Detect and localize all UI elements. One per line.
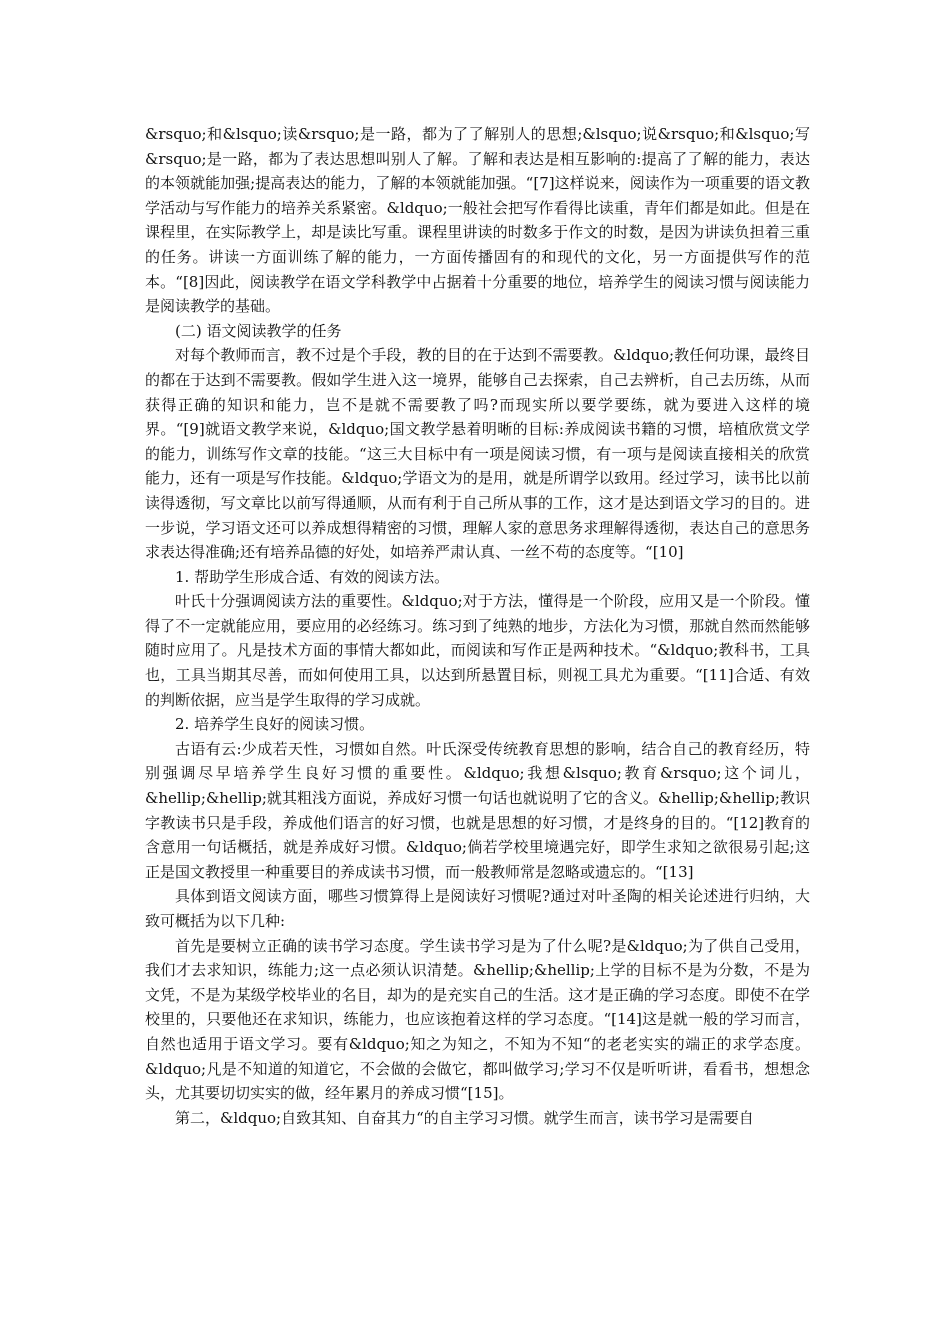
body-paragraph: &rsquo;和&lsquo;读&rsquo;是一路，都为了了解别人的思想;&lsquo;说&rsquo;和&lsquo;写&rsquo;是一路，都为了表达思想叫别人了解。了解和表达是相互影响的:提高了了解的能力，表达的本领就能加强;提高表达的能力，了解的本领就能加强。“[7]这样说来，阅读作为一项重要的语文教学活动与写作能力的培养关系紧密。&ldquo;一般社会把写作看得比读重，青年们都是如此。但是在课程里，在实际教学上，却是读比写重。课程里讲读的时数多于作文的时数，是因为讲读负担着三重的任务。讲读一方面训练了解的能力，一方面传播固有的和现代的文化，另一方面提供写作的范本。“[8]因此，阅读教学在语文学科教学中占据着十分重要的地位，培养学生的阅读习惯与阅读能力是阅读教学的基础。 xyxy=(145,125,810,316)
body-paragraph: 叶氏十分强调阅读方法的重要性。&ldquo;对于方法，懂得是一个阶段，应用又是一个阶段。懂得了不一定就能应用，要应用的必经练习。练习到了纯熟的地步，方法化为习惯，那就自然而然能够随时应用了。凡是技术方面的事情大都如此，而阅读和写作正是两种技术。“&ldquo;教科书，工具也，工具当期其尽善，而如何使用工具，以达到所悬置目标，则视工具尤为重要。“[11]合适、有效的判断依据，应当是学生取得的学习成就。 xyxy=(145,592,810,709)
body-paragraph: 古语有云:少成若天性，习惯如自然。叶氏深受传统教育思想的影响，结合自己的教育经历，特别强调尽早培养学生良好习惯的重要性。&ldquo;我想&lsquo;教育&rsquo;这个词儿，&hellip;&hellip;就其粗浅方面说，养成好习惯一句话也就说明了它的含义。&hellip;&hellip;教识字教读书只是手段，养成他们语言的好习惯，也就是思想的好习惯，才是终身的目的。“[12]教育的含意用一句话概括，就是养成好习惯。&ldquo;倘若学校里境遇完好，即学生求知之欲很易引起;这正是国文教授里一种重要目的养成读书习惯，而一般教师常是忽略或遗忘的。“[13] xyxy=(145,739,810,881)
subsection-heading: 2. 培养学生良好的阅读习惯。 xyxy=(175,715,375,734)
body-paragraph: 具体到语文阅读方面，哪些习惯算得上是阅读好习惯呢?通过对叶圣陶的相关论述进行归纳，大致可概括为以下几种: xyxy=(145,887,810,930)
section-heading: (二) 语文阅读教学的任务 xyxy=(175,321,342,340)
document-page xyxy=(145,122,810,1130)
subsection-heading: 1. 帮助学生形成合适、有效的阅读方法。 xyxy=(175,567,450,586)
body-paragraph: 首先是要树立正确的读书学习态度。学生读书学习是为了什么呢?是&ldquo;为了供自己受用，我们才去求知识，练能力;这一点必须认识清楚。&hellip;&hellip;上学的目标不是为分数，不是为文凭，不是为某级学校毕业的名目，却为的是充实自己的生活。这才是正确的学习态度。即使不在学校里的，只要他还在求知识，练能力，也应该抱着这样的学习态度。“[14]这是就一般的学习而言，自然也适用于语文学习。要有&ldquo;知之为知之，不知为不知“的老老实实的端正的求学态度。&ldquo;凡是不知道的知道它，不会做的会做它，都叫做学习;学习不仅是听听讲，看看书，想想念头，尤其要切切实实的做，经年累月的养成习惯“[15]。 xyxy=(145,936,810,1103)
body-paragraph: 第二，&ldquo;自致其知、自奋其力“的自主学习习惯。就学生而言，读书学习是需要自 xyxy=(175,1108,754,1127)
body-paragraph: 对每个教师而言，教不过是个手段，教的目的在于达到不需要教。&ldquo;教任何功课，最终目的都在于达到不需要教。假如学生进入这一境界，能够自己去探索，自己去辨析，自己去历练，从而获得正确的知识和能力，岂不是就不需要教了吗?而现实所以要学要练，就为要进入这样的境界。“[9]就语文教学来说，&ldquo;国文教学悬着明晰的目标:养成阅读书籍的习惯，培植欣赏文学的能力，训练写作文章的技能。“这三大目标中有一项是阅读习惯，有一项与是阅读直接相关的欣赏能力，还有一项是写作技能。&ldquo;学语文为的是用，就是所谓学以致用。经过学习，读书比以前读得透彻，写文章比以前写得通顺，从而有利于自己所从事的工作，这才是达到语文学习的目的。进一步说，学习语文还可以养成想得精密的习惯，理解人家的意思务求理解得透彻，表达自己的意思务求表达得准确;还有培养品德的好处，如培养严肃认真、一丝不苟的态度等。“[10] xyxy=(145,346,810,562)
